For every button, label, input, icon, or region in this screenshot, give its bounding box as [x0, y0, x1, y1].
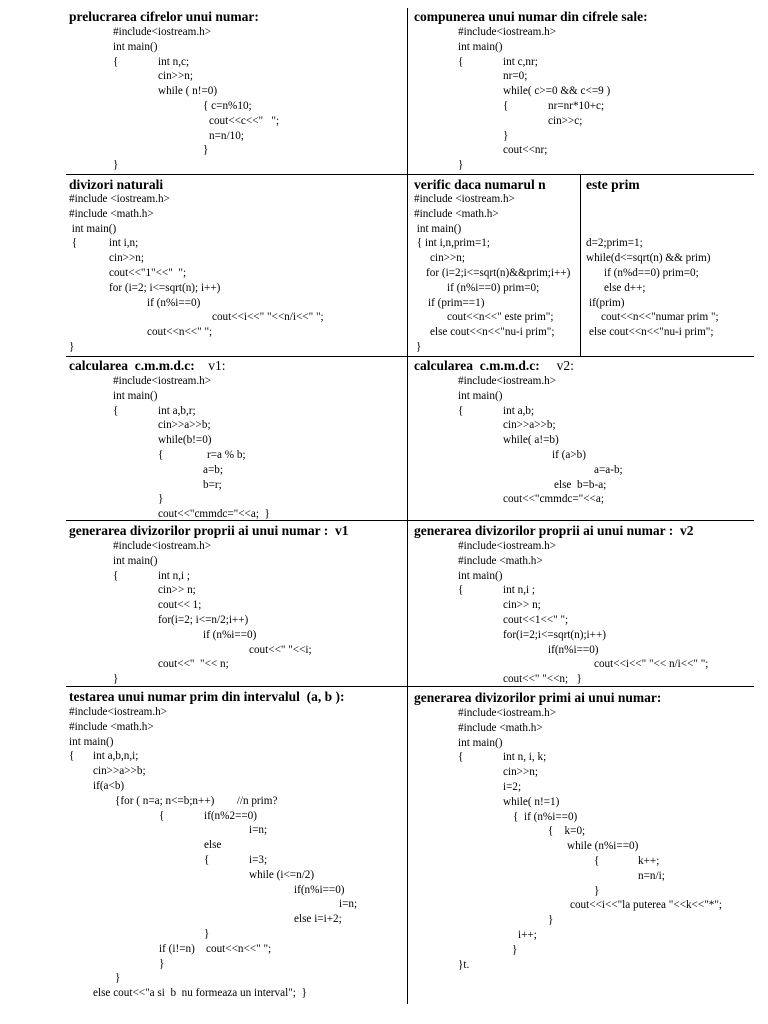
code-text: i=3; [249, 853, 268, 866]
code-text: for(i=2;i<=sqrt(n);i++) [503, 628, 607, 641]
code-text: cin>> n; [158, 584, 196, 597]
code-text: cout<<"cmmdc="<<a; } [158, 508, 270, 520]
code-text: } [113, 159, 119, 172]
code-text: b=r; [203, 478, 222, 491]
code-text: } [159, 957, 165, 970]
code-text: else d++; [604, 281, 646, 294]
code-text: #include<iostream.h> [458, 375, 557, 387]
section-cmmdc-v1 [69, 358, 405, 520]
code-text: cout<<" "<<i; [249, 643, 312, 656]
code-text: #include<iostream.h> [113, 540, 212, 552]
sub-column-divider [580, 174, 581, 356]
section-title: testarea unui numar prim din intervalul (a, b ): [69, 689, 345, 704]
code-text: { [204, 853, 210, 866]
code-text: else cout<<"a si b nu formeaza un interval"; } [93, 987, 307, 1000]
code-text: { [458, 584, 464, 597]
code-text: int main() [458, 736, 503, 749]
code-text: if (prim==1) [428, 296, 485, 309]
code-text: { [69, 237, 78, 250]
code-text: } [113, 673, 119, 686]
code-text: cout<<nr; [503, 144, 548, 157]
code-text: int i,n; [109, 237, 139, 250]
code-text: a=b; [203, 463, 223, 476]
code-text: #include <iostream.h> [69, 193, 170, 205]
section-title: generarea divizorilor proprii ai unui numar : v2 [414, 523, 694, 538]
code-text: k++; [638, 854, 660, 867]
code-text: { [458, 751, 464, 764]
code-text: int main() [414, 222, 462, 235]
code-text: { [69, 750, 75, 763]
code-text: while (n%i==0) [567, 840, 639, 853]
code-text: { [113, 55, 119, 68]
code-text: cin>> n; [503, 599, 541, 612]
code-text: } [69, 340, 75, 353]
code-text: #include<iostream.h> [69, 706, 168, 718]
row-divider-2 [66, 356, 754, 357]
code-text: cout<<1<<" "; [503, 613, 569, 626]
code-text: while( c>=0 && c<=9 ) [503, 85, 611, 98]
code-text: } [594, 884, 600, 897]
code-text: cin>>a>>b; [93, 765, 146, 778]
code-text: n=n/i; [638, 869, 665, 882]
code-text: int a,b,r; [158, 404, 196, 417]
code-text: cout<< 1; [158, 599, 202, 612]
section-title-2: este prim [586, 177, 640, 192]
code-text: nr=0; [503, 70, 528, 83]
code-text: for (i=2;i<=sqrt(n)&&prim;i++) [426, 266, 571, 279]
code-text: cout<<c<<" "; [209, 114, 280, 127]
code-text: else b=b-a; [554, 478, 607, 491]
code-text: { [458, 404, 464, 417]
code-text: cout<<i<<"la puterea "<<k<<"*"; [570, 899, 722, 912]
code-text: #include <iostream.h> [414, 193, 515, 205]
code-text: int n,i ; [158, 569, 191, 582]
code-text: cin>>a>>b; [158, 419, 211, 432]
code-text: r=a % b; [207, 448, 246, 461]
section-title: generarea divizorilor primi ai unui numar: [414, 690, 662, 705]
row-divider-3 [66, 520, 754, 521]
code-text: { [503, 99, 509, 112]
code-text: } [158, 493, 164, 506]
code-text: int main() [458, 569, 503, 582]
code-text: #include <math.h> [458, 554, 543, 567]
code-text: int main() [113, 389, 158, 402]
code-text: i=n; [339, 898, 358, 911]
code-text: #include <math.h> [69, 720, 154, 733]
code-text: int c,nr; [503, 55, 538, 68]
code-text: while(b!=0) [158, 434, 212, 447]
code-text: else cout<<n<<"nu-i prim"; [430, 326, 555, 339]
code-text: } [503, 129, 509, 142]
section-title: verific daca numarul n [414, 177, 546, 192]
code-text: #include<iostream.h> [113, 375, 212, 387]
code-text: #include <math.h> [458, 721, 543, 734]
code-text: i=n; [249, 824, 268, 837]
code-text: if(n%2==0) [204, 809, 258, 822]
code-text: if(prim) [589, 296, 625, 309]
code-text: #include<iostream.h> [458, 707, 557, 719]
code-text: if (n%i==0) prim=0; [447, 281, 540, 294]
code-text: cin>>n; [430, 252, 465, 265]
code-text: cin>>c; [548, 114, 583, 127]
code-text: int main() [69, 735, 114, 748]
section-title: divizori naturali [69, 177, 164, 192]
section-divizori [69, 176, 405, 356]
code-text: } [416, 340, 422, 353]
code-text: int main() [69, 222, 117, 235]
section-title: calcularea c.m.m.d.c: v1: [69, 358, 226, 373]
code-text: if(n%i==0) [294, 883, 345, 896]
code-text: cout<<"cmmdc="<<a; [503, 493, 604, 506]
code-text: while( n!=1) [503, 795, 560, 808]
section-divizori-proprii-v2 [414, 523, 754, 686]
code-text: {for ( n=a; n<=b;n++) //n prim? [115, 794, 278, 807]
section-divizori-proprii-v1 [69, 523, 405, 686]
code-text: int a,b; [503, 404, 535, 417]
code-text: while(d<=sqrt(n) && prim) [586, 252, 711, 265]
section-title: generarea divizorilor proprii ai unui numar : v1 [69, 523, 349, 538]
section-compunere [414, 9, 754, 174]
code-text: cout<<n<<" "; [147, 326, 213, 339]
code-text: cin>>n; [109, 252, 144, 265]
code-text: for(i=2; i<=n/2;i++) [158, 613, 249, 626]
section-title: calcularea c.m.m.d.c: v2: [414, 358, 574, 373]
code-text: n=n/10; [209, 129, 244, 142]
code-text: #include<iostream.h> [113, 26, 212, 38]
code-text: int main() [458, 40, 503, 53]
code-text: d=2;prim=1; [586, 237, 643, 250]
code-text: { if (n%i==0) [513, 810, 578, 823]
code-text: cin>>n; [503, 766, 538, 779]
code-text: int n,i ; [503, 584, 536, 597]
code-text: cout<<"1"<<" "; [109, 266, 187, 279]
section-verific [414, 176, 579, 356]
code-text: else i=i+2; [294, 913, 342, 926]
code-text: nr=nr*10+c; [548, 99, 605, 112]
code-text: } [203, 144, 209, 157]
section-title: compunerea unui numar din cifrele sale: [414, 9, 648, 24]
code-text: cout<<i<<" "<< n/i<<" "; [594, 658, 709, 671]
column-divider [407, 8, 408, 1004]
code-text: while ( n!=0) [158, 85, 218, 98]
code-text: while( a!=b) [503, 434, 559, 447]
code-text: if(n%i==0) [548, 643, 599, 656]
code-text: } [512, 943, 518, 956]
code-text: else cout<<n<<"nu-i prim"; [589, 326, 714, 339]
code-text: { [158, 448, 164, 461]
code-text: if (a>b) [552, 448, 586, 461]
code-text: } [115, 972, 121, 985]
version-label: v2: [556, 358, 574, 373]
code-text: if(a<b) [93, 779, 125, 792]
code-text: int main() [458, 389, 503, 402]
code-text: i=2; [503, 780, 522, 793]
code-text: cout<<n<<"numar prim "; [601, 311, 719, 324]
code-text: int n, i, k; [503, 751, 547, 764]
code-text: int main() [113, 554, 158, 567]
section-testare-prim [69, 689, 405, 1009]
code-text: cout<<i<<" "<<n/i<<" "; [212, 311, 324, 324]
code-text: if (i!=n) cout<<n<<" "; [159, 942, 272, 955]
code-text: } [458, 159, 464, 172]
version-label: v1: [208, 358, 226, 373]
row-divider-1 [66, 174, 754, 175]
code-text: cin>>n; [158, 70, 193, 83]
code-text: int n,c; [158, 55, 190, 68]
code-text: #include <math.h> [69, 207, 154, 220]
code-text: while (i<=n/2) [249, 868, 315, 881]
code-text: if (n%i==0) [147, 296, 201, 309]
row-divider-4 [66, 686, 754, 687]
code-text: { k=0; [548, 825, 586, 838]
section-prelucrare [69, 9, 405, 174]
code-text: cout<<n<<" este prim"; [447, 311, 554, 324]
code-text: int main() [113, 40, 158, 53]
code-text: { [458, 55, 464, 68]
code-text: { int i,n,prim=1; [414, 237, 491, 250]
code-text: #include<iostream.h> [458, 540, 557, 552]
code-text: cout<<" "<< n; [158, 658, 229, 671]
code-text: } [548, 914, 554, 927]
code-text: { [113, 569, 119, 582]
code-text: i++; [518, 928, 537, 941]
section-divizori-primi [414, 689, 754, 1009]
code-text: else [204, 839, 222, 852]
section-cmmdc-v2 [414, 358, 754, 520]
code-text: #include<iostream.h> [458, 26, 557, 38]
code-text: #include <math.h> [414, 207, 499, 220]
code-text: for (i=2; i<=sqrt(n); i++) [109, 281, 221, 294]
section-title: prelucrarea cifrelor unui numar: [69, 9, 259, 24]
code-text: int a,b,n,i; [93, 750, 139, 763]
code-text: { [159, 809, 165, 822]
section-verific-alt [586, 176, 756, 356]
code-text: if (n%d==0) prim=0; [604, 266, 699, 279]
code-text: if (n%i==0) [203, 628, 257, 641]
code-text: a=a-b; [594, 463, 623, 476]
code-text: { [113, 404, 119, 417]
code-text: cout<<" "<<n; } [503, 673, 582, 686]
code-text: { [594, 854, 600, 867]
code-text: }t. [458, 958, 470, 971]
code-text: } [204, 927, 210, 940]
code-text: { c=n%10; [203, 99, 252, 112]
code-text: cin>>a>>b; [503, 419, 556, 432]
